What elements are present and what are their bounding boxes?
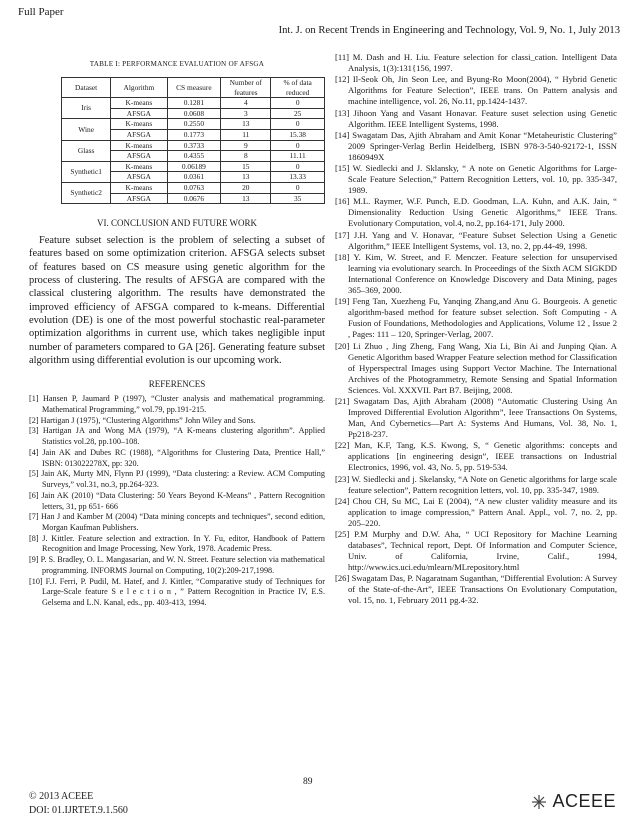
reference-item: [23] W. Siedlecki and j. Skelansky, “A Note on Genetic algorithms for large scale feature selection”, Pattern recognition letters, vol. 10, pp. 335-347, 1989. [335, 473, 617, 495]
logo-text: ACEEE [552, 791, 616, 811]
reference-item: [15] W. Siedlecki and J. Sklansky, “ A note on Genetic Algorithms for Large-Scale Feature Selection,” Pattern Recognition Letters, vol. 10, pp. 335-347, 1989. [335, 163, 617, 196]
reference-item: [25] P.M Murphy and D.W. Aha, “ UCI Repository for Machine Learning databases”, Technical report, Dept. Of Information and Computer Science, Univ. of California, Irvine, Calif., 1994, http://www.ics.uci.edu/mlearn/MLrepository.html [335, 529, 617, 573]
table-cell: 9 [221, 140, 271, 151]
copyright-block [29, 790, 128, 818]
reference-item: [1] Hansen P, Jaumard P (1997), “Cluster analysis and mathematical programming. Mathematical Programming,” vol.79, pp.191-215. [29, 394, 325, 414]
table-cell: 15 [221, 161, 271, 172]
references-heading: REFERENCES [148, 379, 206, 390]
table-cell: AFSGA [111, 172, 167, 183]
performance-table [61, 77, 325, 204]
reference-item: [16] M.L. Raymer, W.F. Punch, E.D. Goodman, L.A. Kuhn, and A.K. Jain, “ Dimensionality Reduction Using Genetic Algorithms,” IEEE Trans. Evolutionary Computation, vol.4, no.2, pp.164-171, July 2000. [335, 196, 617, 229]
table-cell: 0.0676 [167, 193, 221, 204]
table-cell: 13.33 [271, 172, 325, 183]
table-cell: AFSGA [111, 193, 167, 204]
table-cell: AFSGA [111, 129, 167, 140]
dataset-cell: Glass [62, 140, 111, 161]
reference-item: [4] Jain AK and Dubes RC (1988), “Algorithms for Clustering Data, Prentice Hall,” ISBN: 013022278X, pp: 320. [29, 447, 325, 468]
table-header-row [62, 78, 325, 98]
section-label: Full Paper [18, 6, 64, 18]
references-left-list [29, 394, 325, 609]
reference-item: [24] Chou CH, Su MC, Lai E (2004), “A new cluster validity measure and its application to image compression,” Pattern Anal. Appl., vol. 7, no. 2, pp. 205–220. [335, 495, 617, 528]
table-cell: K-means [111, 182, 167, 193]
reference-item: [2] Hartigan J (1975), “Clustering Algorithms” John Wiley and Sons. [29, 415, 256, 425]
table-header-cell: Number of features [221, 78, 271, 98]
table-cell: 35 [271, 193, 325, 204]
table-cell: AFSGA [111, 151, 167, 162]
right-column [335, 52, 617, 606]
table-cell: 0 [271, 98, 325, 109]
dataset-cell: Synthetic1 [62, 161, 111, 182]
table-cell: 0 [271, 161, 325, 172]
table-cell: AFSGA [111, 108, 167, 119]
conclusion-text: Feature subset selection is the problem of selecting a subset of features based on some optimization criterion. AFSGA selects subset of features based on CS measure using genetic algorithm for the process of clustering. The results of AFSGA are compared with the classical clustering algorithm. The results have demonstrated the improved efficiency of AFSGA compared to k-means. Differential evolution (DE) is one of the most powerful stochastic real-parameter optimization algorithms in current use, which takes negligible input number of parameters compared to GA [26]. Generating feature subset algorithm using differential evolution is our upcoming work. [29, 235, 325, 366]
reference-item: [21] Swagatam Das, Ajith Abraham (2008) “Automatic Clustering Using An Improved Differential Evolution Algorithm”, Ieee Transactions On Systems, Man, And Cybernetics—Part A: Systems And Humans, Vol. 38, No. 1, Pp218-237. [335, 395, 617, 439]
table-cell: 13 [221, 193, 271, 204]
table-cell: 15.38 [271, 129, 325, 140]
reference-item: [10] F.J. Ferri, P. Pudil, M. Hatef, and J. Kittler, “Comparative study of Techniques for Large-Scale feature S e l e c t i o n , ” Pattern Recognition in Practice IV, E.S. Gelsema and L.N. Kanal, eds., pp. 403-413, 1994. [29, 576, 325, 608]
table-cell: 8 [221, 151, 271, 162]
table-row [62, 140, 325, 151]
reference-item: [6] Jain AK (2010) “Data Clustering: 50 Years Beyond K-Means” , Pattern Recognition letters, 31, pp 651- 666 [29, 490, 325, 511]
table-cell: 0 [271, 140, 325, 151]
table-cell: 13 [221, 172, 271, 183]
reference-item: [18] Y. Kim, W. Street, and F. Menczer. Feature selection for unsupervised learning via evolutionary search. In Proceedings of the Sixth ACM SIGKDD International Conference on Knowledge Discovery and Data Mining, pages 365–369, 2000. [335, 252, 617, 296]
reference-item: [5] Jain AK, Murty MN, Flynn PJ (1999), “Data clustering: a Review. ACM Computing Surveys,” vol.31, no.3, pp.264-323. [29, 469, 325, 490]
table-cell: K-means [111, 140, 167, 151]
reference-item: [9] P. S. Bradley, O. L. Mangasarian, and W. N. Street. Feature selection via mathematical programming. INFORMS Journal on Computing, 10(2):209-217,1998. [29, 555, 325, 575]
reference-item: [12] Il-Seok Oh, Jin Seon Lee, and Byung-Ro Moon(2004), “ Hybrid Genetic Algorithms for Feature Selection”, IEEE trans. On Pattern analysis and machine intelligence, vol. 26, No.11, pp.1424-1437. [335, 74, 617, 107]
reference-item: [14] Swagatam Das, Ajith Abraham and Amit Konar “Metaheuristic Clustering” 2009 Springer-Verlag Berlin Heidelberg, ISBN 978-3-540-92172-1, ISSN 1860949X [335, 129, 617, 162]
table-cell: 0.06189 [167, 161, 221, 172]
table-cell: 20 [221, 182, 271, 193]
table-cell: K-means [111, 98, 167, 109]
table-cell: 11 [221, 129, 271, 140]
table-cell: K-means [111, 161, 167, 172]
dataset-cell: Iris [62, 98, 111, 119]
page-number: 89 [303, 777, 313, 787]
table-cell: 13 [221, 119, 271, 130]
reference-item: [8] J. Kittler. Feature selection and extraction. In Y. Fu, editor, Handbook of Pattern Recognition and Image Processing, New York, 1978. Academic Press. [29, 533, 325, 554]
doi-text: DOI: 01.IJRTET.9.1.560 [29, 805, 128, 816]
table-header-cell: Algorithm [111, 78, 167, 98]
table-cell: 0.0763 [167, 182, 221, 193]
table-header-cell: CS measure [167, 78, 221, 98]
left-column [29, 52, 325, 609]
table-body [62, 98, 325, 204]
table-cell: 11.11 [271, 151, 325, 162]
table-caption: TABLE I: PERFORMANCE EVALUATION OF AFSGA [89, 60, 265, 68]
table-cell: 3 [221, 108, 271, 119]
table-cell: 0.0361 [167, 172, 221, 183]
table-cell: 0.4355 [167, 151, 221, 162]
reference-item: [19] Feng Tan, Xuezheng Fu, Yanqing Zhang,and Anu G. Bourgeois. A genetic algorithm-based method for feature subset selection. Soft Computing - A Fusion of Foundations, Methodologies and Applications, Volume 12 , Issue 2 , Pages: 111 – 120, Springer-Verlag, 2007. [335, 296, 617, 340]
table-cell: 0.1773 [167, 129, 221, 140]
conclusion-heading: VI. CONCLUSION AND FUTURE WORK [96, 218, 258, 229]
table-cell: 25 [271, 108, 325, 119]
table-header-cell: Dataset [62, 78, 111, 98]
table-cell: K-means [111, 119, 167, 130]
aceee-star-icon [529, 793, 549, 811]
copyright-text: © 2013 ACEEE [29, 791, 94, 802]
reference-item: [11] M. Dash and H. Liu. Feature selection for classi_cation. Intelligent Data Analysis, 1(3):131{156, 1997. [335, 52, 617, 73]
dataset-cell: Synthetic2 [62, 182, 111, 203]
table-cell: 0.3733 [167, 140, 221, 151]
reference-item: [26] Swagatam Das, P. Nagaratnam Suganthan, “Differential Evolution: A Survey of the State-of-the-Art”, IEEE Transactions On Evolutionary Computation, vol. 15, no. 1, February 2011 pg.4-32. [335, 573, 617, 606]
table-row [62, 98, 325, 109]
journal-header: Int. J. on Recent Trends in Engineering and Technology, Vol. 9, No. 1, July 2013 [278, 25, 620, 36]
reference-item: [7] Han J and Kamber M (2004) “Data mining concepts and techniques”, second edition, Morgan Kaufman Publishers. [29, 512, 325, 532]
table-row [62, 161, 325, 172]
reference-item: [3] Hartigan JA and Wong MA (1979), “A K-means clustering algorithm”. Applied Statistics vol.28, pp.100–108. [29, 426, 325, 447]
table-cell: 0.0608 [167, 108, 221, 119]
publisher-logo [529, 791, 616, 812]
dataset-cell: Wine [62, 119, 111, 140]
table-header-cell: % of data reduced [271, 78, 325, 98]
reference-item: [22] Man, K.F, Tang, K.S. Kwong, S, “ Genetic algorithms: concepts and applications [in engineering design”, IEEE transactions on Industrial Electronics, 1996, vol. 43, No. 5, pp. 519-534. [335, 440, 617, 473]
table-row [62, 182, 325, 193]
reference-item: [20] Li Zhuo , Jing Zheng, Fang Wang, Xia Li, Bin Ai and Junping Qian. A Genetic Algorithm based Wrapper Feature selection method for Classification of Hyperspectral Images using Support Vector Machine. The International Archives of the Photogrammetry, Remote Sensing and Spatial Information Sciences. Vol. XXXVII. Part B7. Beijing, 2008. [335, 340, 617, 395]
table-cell: 0 [271, 119, 325, 130]
table-row [62, 119, 325, 130]
table-cell: 4 [221, 98, 271, 109]
references-right-list [335, 52, 617, 606]
table-cell: 0 [271, 182, 325, 193]
table-cell: 0.1281 [167, 98, 221, 109]
reference-item: [17] J.H. Yang and V. Honavar, “Feature Subset Selection Using a Genetic Algorithm,” IEEE Intelligent Systems, vol. 13, no. 2, pp.44-49, 1998. [335, 229, 617, 251]
table-cell: 0.2550 [167, 119, 221, 130]
reference-item: [13] Jihoon Yang and Vasant Honavar. Feature suset selection using Genetic Algorithm. IEEE Intelligent Systems, 1998. [335, 107, 617, 129]
